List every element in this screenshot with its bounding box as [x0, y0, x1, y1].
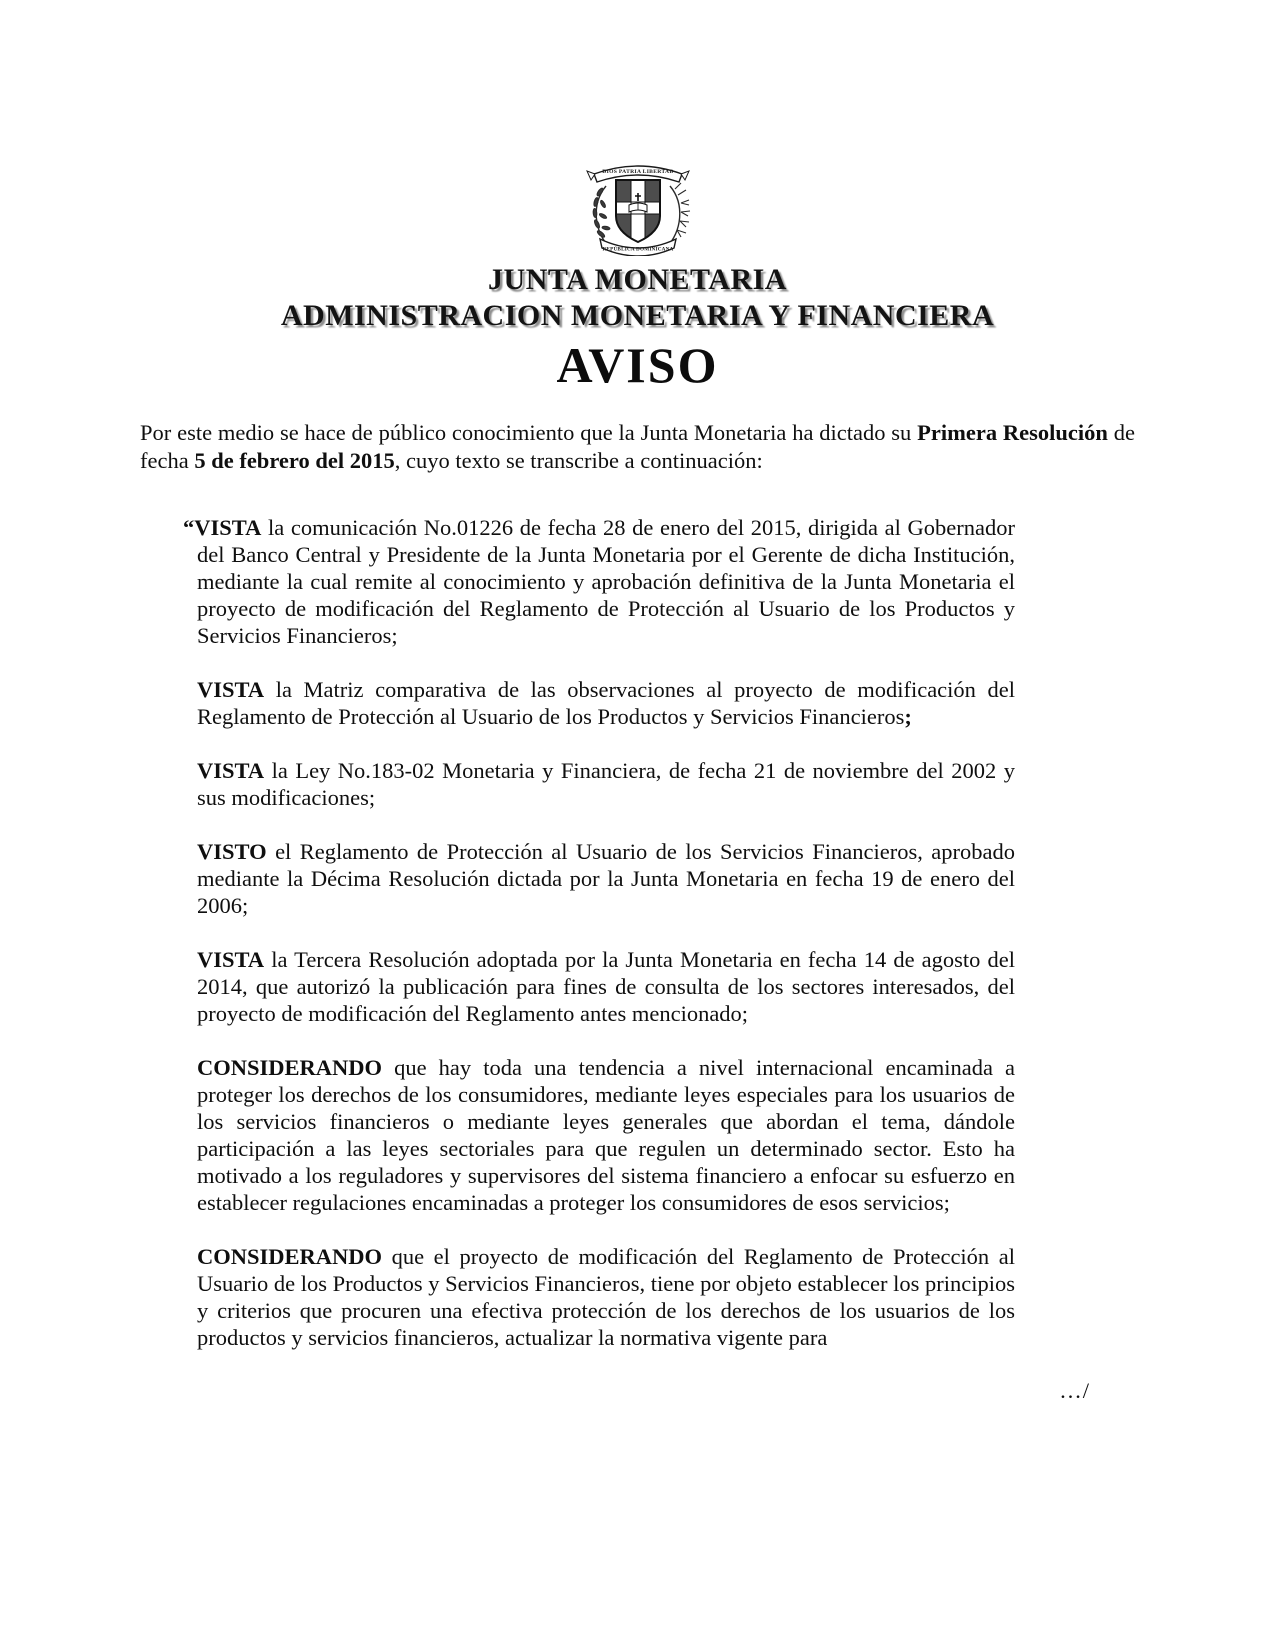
- clause-keyword: CONSIDERANDO: [197, 1244, 383, 1269]
- clause-body: la comunicación No.01226 de fecha 28 de enero del 2015, dirigida al Gobernador del Banco Central y Presidente de la Junta Monetaria por el Gerente de dicha Institución, mediante la cual remite al conocimiento y aprobación definitiva de la Junta Monetaria el proyecto de modificación del Reglamento de Protección al Usuario de los Productos y Servicios Financieros;: [197, 515, 1015, 648]
- clause-keyword: VISTA: [197, 758, 265, 783]
- clause-keyword: VISTA: [194, 515, 262, 540]
- clause-paragraph: [197, 1054, 1015, 1216]
- clause-body: el Reglamento de Protección al Usuario de los Servicios Financieros, aprobado mediante la Décima Resolución dictada por la Junta Monetaria en fecha 19 de enero del 2006;: [197, 839, 1015, 918]
- notice-title: AVISO: [556, 337, 719, 393]
- clause-paragraph: [197, 676, 1015, 730]
- emblem-motto-top: DIOS PATRIA LIBERTAD: [601, 169, 674, 175]
- intro-text-2: de fecha: [140, 420, 1135, 473]
- continuation-mark: …/: [1059, 1378, 1090, 1403]
- org-name-line1: JUNTA MONETARIA: [488, 263, 787, 296]
- clause-body: la Tercera Resolución adoptada por la Junta Monetaria en fecha 14 de agosto del 2014, que autorizó la publicación para fines de consulta de los sectores interesados, del proyecto de modificación del Reglamento antes mencionado;: [197, 947, 1015, 1026]
- palm-branch-icon: [666, 183, 690, 248]
- clause-paragraph: [197, 946, 1015, 1027]
- dominican-coat-of-arms: [576, 156, 700, 256]
- clause-keyword: VISTA: [197, 677, 265, 702]
- resolution-clauses: [183, 514, 1015, 1351]
- laurel-branch-icon: [592, 186, 609, 248]
- clause-open-quote: “: [183, 515, 195, 540]
- org-name-line2: ADMINISTRACION MONETARIA Y FINANCIERA: [280, 299, 995, 332]
- clause-body: la Ley No.183-02 Monetaria y Financiera, de fecha 21 de noviembre del 2002 y sus modificaciones;: [197, 758, 1015, 810]
- shield-icon: [616, 180, 660, 242]
- intro-text-3: , cuyo texto se transcribe a continuación:: [394, 447, 763, 473]
- intro-paragraph: [140, 419, 1135, 474]
- clause-keyword: VISTO: [197, 839, 267, 864]
- clause-paragraph: [197, 1243, 1015, 1351]
- clause-paragraph: [183, 514, 1015, 649]
- clause-bold-suffix: ;: [904, 704, 912, 729]
- clause-body: que hay toda una tendencia a nivel internacional encaminada a proteger los derechos de los consumidores, mediante leyes especiales para los usuarios de los servicios financieros o mediante leyes generales que abordan el tema, dándole participación a las leyes sectoriales para que regulen un determinado sector. Esto ha motivado a los reguladores y supervisores del sistema financiero a enfocar su esfuerzo en establecer regulaciones encaminadas a proteger los consumidores de esos servicios;: [197, 1055, 1015, 1215]
- clause-body: que el proyecto de modificación del Reglamento de Protección al Usuario de los Productos y Servicios Financieros, tiene por objeto establecer los principios y criterios que procuren una efectiva protección de los derechos de los usuarios de los productos y servicios financieros, actualizar la normativa vigente para: [197, 1244, 1015, 1350]
- clause-keyword: CONSIDERANDO: [197, 1055, 383, 1080]
- clause-paragraph: [197, 838, 1015, 919]
- clause-paragraph: [197, 757, 1015, 811]
- clause-body: la Matriz comparativa de las observaciones al proyecto de modificación del Reglamento de Protección al Usuario de los Productos y Servicios Financieros: [197, 677, 1015, 729]
- intro-text-1: Por este medio se hace de público conocimiento que la Junta Monetaria ha dictado su: [140, 420, 918, 445]
- intro-bold-date: 5 de febrero del 2015: [194, 447, 395, 473]
- emblem-ribbon-text: REPÚBLICA DOMINICANA: [601, 246, 674, 253]
- intro-bold-resolution: Primera Resolución: [917, 420, 1108, 445]
- clause-keyword: VISTA: [197, 947, 265, 972]
